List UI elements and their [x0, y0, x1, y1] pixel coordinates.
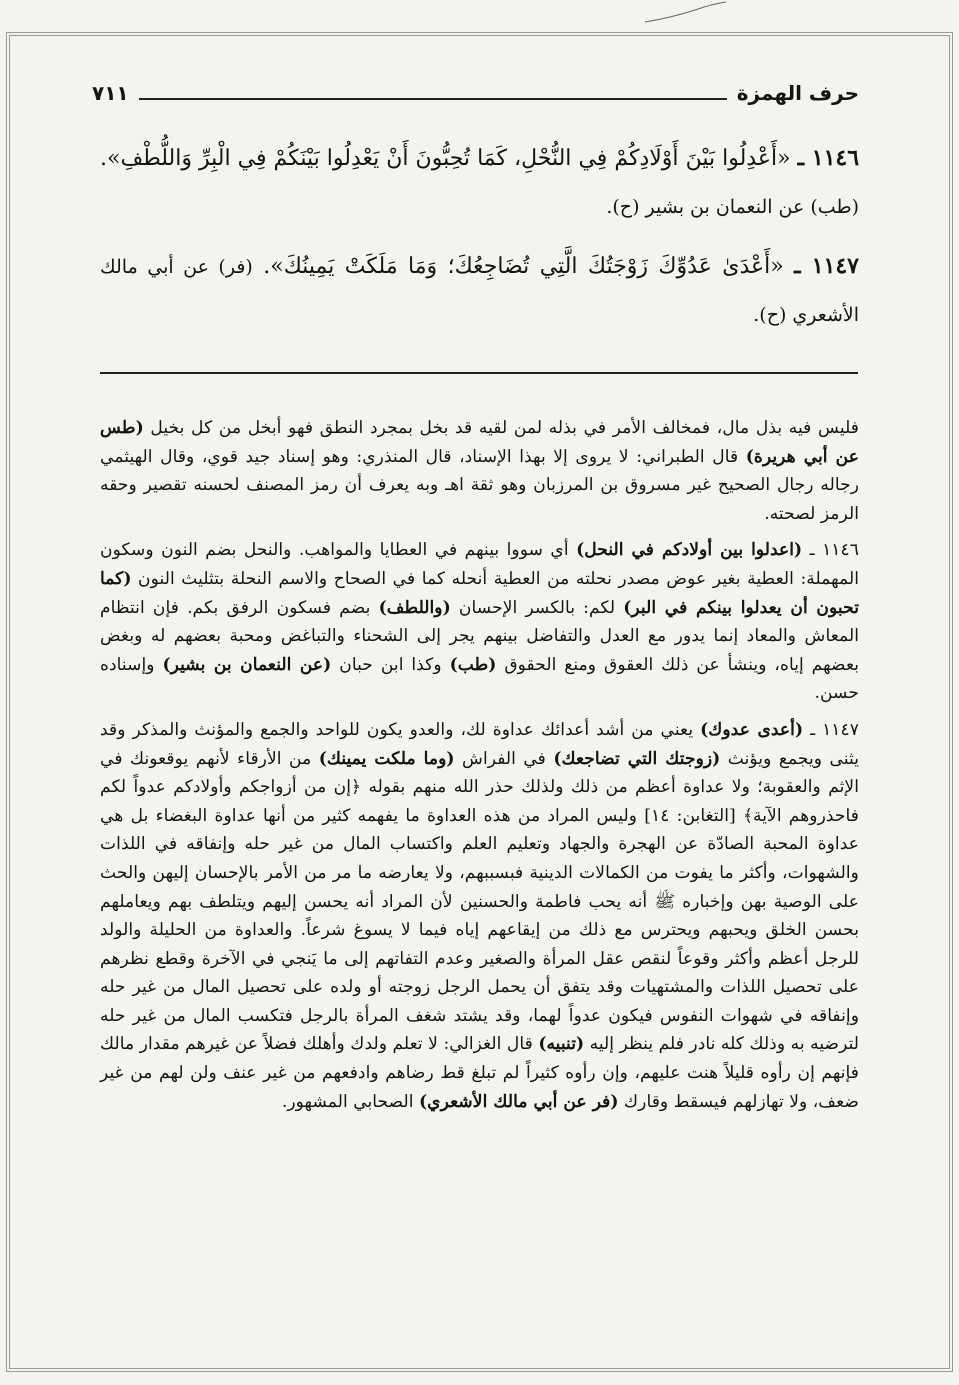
page-number: ٧١١	[92, 81, 129, 105]
hadith-1146	[100, 134, 859, 231]
running-title: حرف الهمزة	[736, 81, 859, 105]
commentary-section	[100, 414, 859, 1124]
commentary-paragraph-1147: ١١٤٧ ـ (أعدى عدوك) يعني من أشد أعدائك عداوة لك، والعدو يكون للواحد والجمع والمؤنث والمذكر وقد يثنى ويجمع ويؤنث (زوجتك التي تضاجعك) في الفراش (وما ملكت يمينك) من الأرقاء لأنهم يوقعونك في الإثم والعقوبة؛ ولا عداوة أعظم من ذلك ولذلك حذر الله منهم بقوله ﴿إن من أزواجكم وأولادكم عدواً لكم فاحذروهم الآية﴾ [التغابن: ١٤] وليس المراد من هذه العداوة ما يفهمه كثير من أنها عداوة البغضاء بل هي عداوة المحبة الصادّة عن الهجرة والجهاد وتعليم العلم واكتساب المال من غير حله وإنفاقه في اللذات والشهوات، وأكثر ما يفوت من الكمالات الدينية فبسببهم، ولا يعارضه ما مر من الأمر بالإحسان إليهن والحث على الوصية بهن وإخباره ﷺ أنه يحب فاطمة والحسنين لأن المراد أنه يحسن إليهم ويتلطف بهم ويعاملهم بحسن الخلق ويحبهم ويحترس مع ذلك من إيقاعهم إياه فيما لا يسوغ شرعاً. والعداوة من الحليلة والولد للرجل أعظم وأكثر وقوعاً لنقص عقل المرأة والصغير وعدم التفاتهم إلى ما يَنجي في الآخرة وقطع نظرهم على تحصيل اللذات والمشتهيات وقد يتفق أن يحمل الرجل زوجته أو ولده على تحصيل المال من غير حله وإنفاقه في شهوات النفوس فيكون عدواً لهما، وقد يشتد شغف المرأة بالرجل فتكسب المال من غير حله لترضيه به وذلك كله نادر فلم ينظر إليه (تنبيه) قال الغزالي: لا تعلم ولدك وأهلك فضلاً عن غيرهم مقدار مالك فإنهم إن رأوه قليلاً هنت عليهم، وإن رأوه كثيراً لم تبلغ قط رضاهم وادفعهم من غير عنف ولن لهم من غير ضعف، ولا تهازلهم فيسقط وقارك (فر عن أبي مالك الأشعري) الصحابي المشهور.	[100, 719, 860, 1112]
page-header	[92, 78, 859, 108]
commentary-paragraph-1146: ١١٤٦ ـ (اعدلوا بين أولادكم في النحل) أي سووا بينهم في العطايا والمواهب. والنحل بضم النون وسكون المهملة: العطية بغير عوض مصدر نحلته من العطية أنحله كما في الصحاح والاسم النحلة بتثليث النون (كما تحبون أن يعدلوا بينكم في البر) لكم: بالكسر الإحسان (واللطف) بضم فسكون الرفق بكم. فإن انتظام المعاش والمعاد إنما يدور مع العدل والتفاضل بينهم يجر إلى الشحناء والتباغض ومحبة بعضهم له وبغض بعضهم إياه، وينشأ عن ذلك العقوق ومنع الحقوق (طب) وكذا ابن حبان (عن النعمان بن بشير) وإسناده حسن.	[100, 540, 860, 704]
hadith-text: «أَعْدَىٰ عَدُوِّكَ زَوْجَتُكَ الَّتِي تُضَاجِعُكَ؛ وَمَا مَلَكَتْ يَمِينُكَ».	[263, 254, 784, 279]
pen-scribble-mark	[640, 0, 730, 28]
hadith-number: ١١٤٦ ـ	[797, 145, 860, 171]
footnote-divider	[100, 372, 858, 374]
hadith-text: «أَعْدِلُوا بَيْنَ أَوْلَادِكُمْ فِي النُّحْلِ، كَمَا تُحِبُّونَ أَنْ يَعْدِلُوا بَيْنَكُمْ فِي الْبِرِّ وَاللُّطْفِ».	[100, 146, 791, 171]
hadith-reference: (فر) عن أبي مالك الأشعري (ح).	[100, 256, 859, 326]
hadith-reference: (طب) عن النعمان بن بشير (ح).	[606, 196, 859, 218]
commentary-paragraph-continuation: فليس فيه بذل مال، فمخالف الأمر في بذله لمن لقيه قد بخل بمجرد النطق فهو أبخل من كل بخيل (طس عن أبي هريرة) قال الطبراني: لا يروى إلا بهذا الإسناد، قال المنذري: وهو إسناد جيد قوي، وقال الهيثمي رجاله رجال الصحيح غير مسروق بن المرزبان وهو ثقة اهـ وبه يعرف أن رمز المصنف لحسنه تقصير وحقه الرمز لصحته.	[100, 418, 859, 524]
header-rule	[139, 98, 727, 100]
hadith-number: ١١٤٧ ـ	[794, 253, 859, 279]
hadith-1147	[100, 242, 859, 339]
